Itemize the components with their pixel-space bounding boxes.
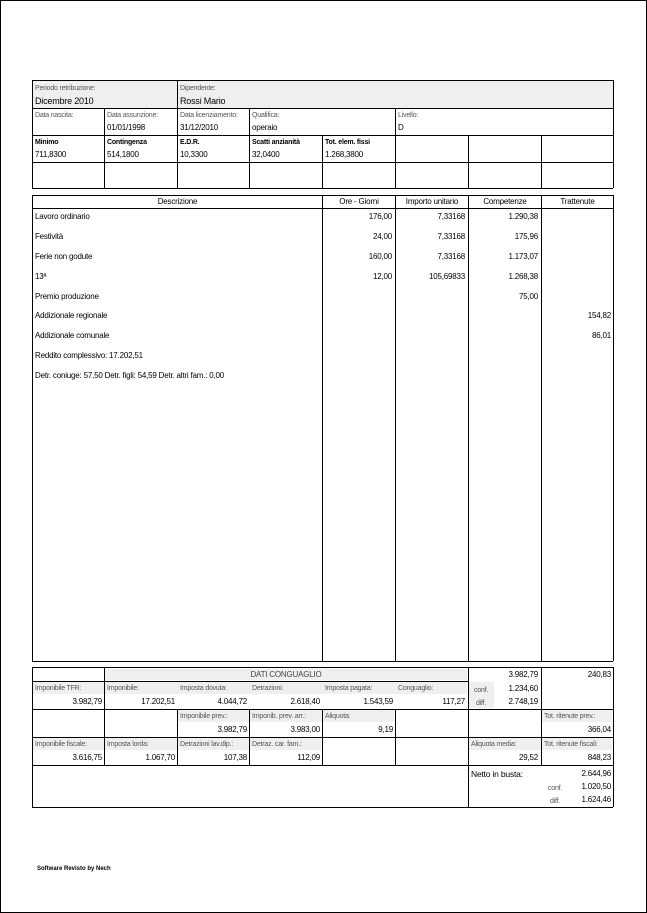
col-header-trattenute: Trattenute bbox=[560, 197, 595, 206]
conguaglio-label: Conguaglio: bbox=[398, 685, 434, 692]
data-licenziamento-value: 31/12/2010 bbox=[180, 123, 219, 132]
diff2-value: 1.624,46 bbox=[581, 795, 611, 804]
row-trattenute: 154,82 bbox=[587, 311, 611, 320]
imposta-dovuta-label: Imposta dovuta: bbox=[180, 685, 227, 692]
qualifica-label: Qualifica: bbox=[252, 112, 280, 119]
imponibile-prev-value: 3.982,79 bbox=[217, 725, 247, 734]
row-desc: Reddito complessivo: 17.202,51 bbox=[35, 351, 143, 360]
diff2-label: diff. bbox=[550, 798, 561, 805]
data-assunzione-value: 01/01/1998 bbox=[107, 123, 146, 132]
conf1-label: conf. bbox=[474, 687, 489, 694]
imponibile-fiscale-value: 3.616,75 bbox=[72, 753, 102, 762]
conf2-label: conf. bbox=[548, 785, 563, 792]
imponibile-prev-label: Imponibile prev.: bbox=[180, 713, 228, 720]
netto-value: 2.644,96 bbox=[581, 769, 611, 778]
row-ore: 24,00 bbox=[372, 232, 392, 241]
livello-label: Livello: bbox=[398, 112, 419, 119]
imponib-prev-arr-label: Imponib. prev. arr.: bbox=[252, 713, 306, 720]
detraz-car-fam-value: 112,09 bbox=[297, 753, 320, 762]
row-desc: 13ª bbox=[35, 272, 47, 281]
imposta-pagata-value: 1.543,59 bbox=[363, 697, 393, 706]
row-desc: Addizionale regionale bbox=[35, 311, 108, 320]
imponibile-fiscale-label: Imponibile fiscale: bbox=[35, 741, 87, 748]
data-nascita-label: Data nascita: bbox=[35, 112, 74, 119]
imponibile-tfr-label: Imponibile TFR: bbox=[35, 685, 82, 692]
detrazioni-lavdip-label: Detrazioni lav.dip.: bbox=[180, 741, 234, 748]
imponibile-tfr-value: 3.982,79 bbox=[72, 697, 102, 706]
data-assunzione-label: Data assunzione: bbox=[107, 112, 158, 119]
conguaglio-title: DATI CONGUAGLIO bbox=[250, 670, 322, 679]
row-ore: 160,00 bbox=[368, 252, 392, 261]
imponibile-label: Imponibile: bbox=[107, 685, 139, 692]
row-trattenute: 86,01 bbox=[591, 331, 611, 340]
tot-fissi-label: Tot. elem. fissi bbox=[325, 139, 370, 146]
conf1-value: 1.234,60 bbox=[508, 684, 538, 693]
col-header-descrizione: Descrizione bbox=[157, 197, 198, 206]
row-importo: 7,33168 bbox=[437, 212, 465, 221]
qualifica-value: operaio bbox=[252, 123, 278, 132]
row-desc: Festività bbox=[35, 232, 63, 241]
row-ore: 12,00 bbox=[372, 272, 392, 281]
periodo-value: Dicembre 2010 bbox=[35, 96, 94, 106]
tot-competenze: 3.982,79 bbox=[508, 670, 538, 679]
detraz-car-fam-label: Detraz. car. fam.: bbox=[252, 741, 302, 748]
minimo-label: Minimo bbox=[35, 139, 59, 146]
row-competenze: 175,96 bbox=[514, 232, 538, 241]
row-importo: 7,33168 bbox=[437, 252, 465, 261]
row-competenze: 1.173,07 bbox=[508, 252, 538, 261]
tot-ritenute-prev-label: Tot. ritenute prev.: bbox=[544, 713, 596, 720]
row-desc: Addizionale comunale bbox=[35, 331, 110, 340]
conguaglio-value: 117,27 bbox=[442, 697, 465, 706]
tot-fissi-value: 1.268,3800 bbox=[325, 150, 364, 159]
row-desc: Lavoro ordinario bbox=[35, 212, 90, 221]
detrazioni-lavdip-value: 107,38 bbox=[223, 753, 247, 762]
edr-label: E.D.R. bbox=[180, 139, 200, 146]
data-licenziamento-label: Data licenziamento: bbox=[180, 112, 238, 119]
row-importo: 7,33168 bbox=[437, 232, 465, 241]
col-header-competenze: Competenze bbox=[483, 197, 527, 206]
tot-ritenute-fiscali-value: 848,23 bbox=[587, 753, 611, 762]
row-ore: 176,00 bbox=[368, 212, 392, 221]
row-desc: Premio produzione bbox=[35, 292, 99, 301]
aliquota-value: 9,19 bbox=[378, 725, 393, 734]
detrazioni-label: Detrazioni: bbox=[252, 685, 284, 692]
tot-ritenute-prev-value: 366,04 bbox=[587, 725, 611, 734]
tot-trattenute: 240,83 bbox=[587, 670, 611, 679]
detrazioni-value: 2.618,40 bbox=[290, 697, 320, 706]
aliquota-media-label: Aliquota media: bbox=[471, 741, 517, 748]
dipendente-value: Rossi Mario bbox=[180, 96, 226, 106]
row-desc: Ferie non godute bbox=[35, 252, 93, 261]
edr-value: 10,3300 bbox=[180, 150, 208, 159]
diff1-label: diff. bbox=[476, 700, 487, 707]
conf2-value: 1.020,50 bbox=[581, 782, 611, 791]
imposta-lorda-label: Imposta lorda: bbox=[107, 741, 149, 748]
minimo-value: 711,8300 bbox=[35, 150, 67, 159]
livello-value: D bbox=[398, 123, 404, 132]
contingenza-label: Contingenza bbox=[107, 139, 147, 146]
col-header-ore: Ore - Giorni bbox=[339, 197, 379, 206]
scatti-label: Scatti anzianità bbox=[252, 139, 300, 146]
dipendente-label: Dipendente: bbox=[180, 85, 216, 92]
tot-ritenute-fiscali-label: Tot. ritenute fiscali: bbox=[544, 741, 598, 748]
footer-credit: Software Revisto by Nech bbox=[37, 866, 111, 872]
row-competenze: 75,00 bbox=[518, 292, 538, 301]
imponib-prev-arr-value: 3.983,00 bbox=[290, 725, 320, 734]
col-header-importo: Importo unitario bbox=[405, 197, 459, 206]
imposta-pagata-label: Imposta pagata: bbox=[325, 685, 373, 692]
scatti-value: 32,0400 bbox=[252, 150, 280, 159]
row-competenze: 1.268,38 bbox=[508, 272, 538, 281]
periodo-label: Periodo retribuzione: bbox=[35, 85, 96, 92]
contingenza-value: 514,1800 bbox=[107, 150, 139, 159]
row-importo: 105,69833 bbox=[428, 272, 465, 281]
diff1-value: 2.748,19 bbox=[508, 697, 538, 706]
aliquota-label: Aliquota: bbox=[325, 713, 351, 720]
imposta-dovuta-value: 4.044,72 bbox=[217, 697, 247, 706]
imponibile-value: 17.202,51 bbox=[141, 697, 175, 706]
row-desc: Detr. coniuge: 57,50 Detr. figli: 54,59 Detr. altri fam.: 0,00 bbox=[35, 371, 225, 380]
imposta-lorda-value: 1.067,70 bbox=[145, 753, 175, 762]
row-competenze: 1.290,38 bbox=[508, 212, 538, 221]
aliquota-media-value: 29,52 bbox=[518, 753, 538, 762]
netto-label: Netto in busta: bbox=[471, 769, 523, 779]
